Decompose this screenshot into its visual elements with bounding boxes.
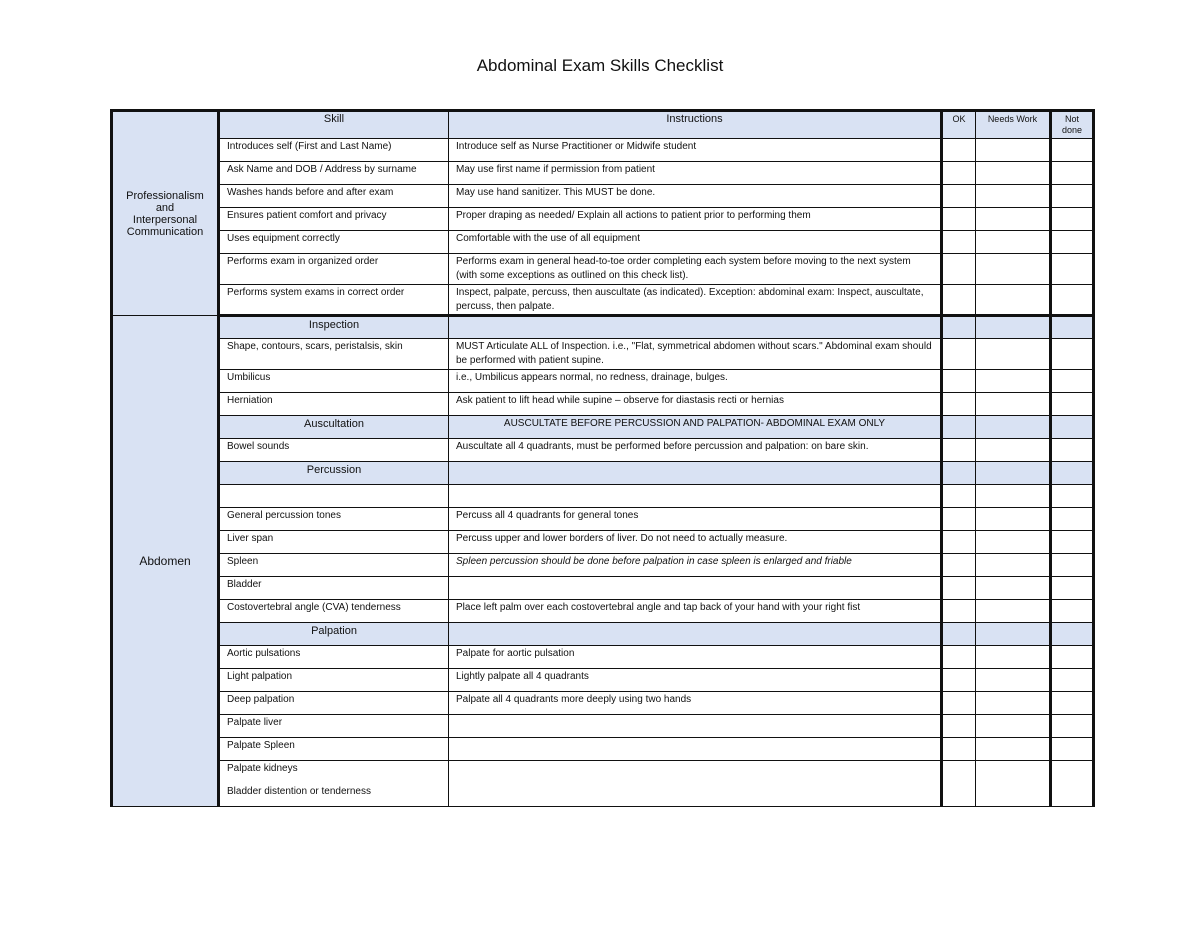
not-done-checkbox-cell[interactable]: [1051, 508, 1094, 531]
instruction-cell: Lightly palpate all 4 quadrants: [449, 669, 942, 692]
table-row: [112, 669, 1094, 692]
ok-checkbox-cell[interactable]: [942, 715, 976, 738]
not-done-checkbox-cell[interactable]: [1051, 162, 1094, 185]
ok-checkbox-cell[interactable]: [942, 577, 976, 600]
section-title: Auscultation: [219, 416, 449, 439]
section-title: Palpation: [219, 623, 449, 646]
instruction-cell: MUST Articulate ALL of Inspection. i.e., "Flat, symmetrical abdomen without scars." Abdominal exam should be performed with patient supine.: [449, 339, 942, 370]
table-row: [112, 692, 1094, 715]
needs-work-checkbox-cell[interactable]: [976, 531, 1051, 554]
instruction-cell: May use first name if permission from patient: [449, 162, 942, 185]
category-professionalism: [112, 111, 219, 316]
instruction-cell: Percuss upper and lower borders of liver. Do not need to actually measure.: [449, 531, 942, 554]
not-done-checkbox-cell[interactable]: [1051, 715, 1094, 738]
not-done-checkbox-cell[interactable]: [1051, 231, 1094, 254]
ok-checkbox-cell: [942, 416, 976, 439]
instruction-cell: Inspect, palpate, percuss, then auscultate (as indicated). Exception: abdominal exam: Inspect, auscultate, percuss, then palpate.: [449, 285, 942, 316]
skill-cell: Palpate liver: [219, 715, 449, 738]
table-row: [112, 531, 1094, 554]
skills-checklist-table: [110, 109, 1095, 807]
section-note: AUSCULTATE BEFORE PERCUSSION AND PALPATION- ABDOMINAL EXAM ONLY: [449, 416, 942, 439]
table-row: [112, 738, 1094, 761]
not-done-checkbox-cell: [1051, 416, 1094, 439]
instruction-cell: i.e., Umbilicus appears normal, no redness, drainage, bulges.: [449, 370, 942, 393]
needs-work-checkbox-cell[interactable]: [976, 600, 1051, 623]
skill-cell: Palpate Spleen: [219, 738, 449, 761]
section-note: [449, 623, 942, 646]
needs-work-checkbox-cell[interactable]: [976, 485, 1051, 508]
section-row-inspection: [112, 316, 1094, 339]
skill-cell: Liver span: [219, 531, 449, 554]
needs-work-checkbox-cell[interactable]: [976, 162, 1051, 185]
table-row: [112, 393, 1094, 416]
section-title: Percussion: [219, 462, 449, 485]
header-row: [112, 111, 1094, 139]
ok-checkbox-cell[interactable]: [942, 508, 976, 531]
ok-checkbox-cell[interactable]: [942, 185, 976, 208]
instruction-cell: Ask patient to lift head while supine – observe for diastasis recti or hernias: [449, 393, 942, 416]
table-row: [112, 439, 1094, 462]
table-row: [112, 600, 1094, 623]
skill-cell: Performs exam in organized order: [219, 254, 449, 285]
skill-cell: [219, 761, 449, 807]
needs-work-checkbox-cell[interactable]: [976, 577, 1051, 600]
ok-checkbox-cell[interactable]: [942, 162, 976, 185]
category-abdomen: Abdomen: [112, 316, 219, 807]
needs-work-checkbox-cell[interactable]: [976, 208, 1051, 231]
instruction-cell: Percuss all 4 quadrants for general tones: [449, 508, 942, 531]
skill-cell: Uses equipment correctly: [219, 231, 449, 254]
header-ok: OK: [942, 111, 976, 139]
not-done-checkbox-cell[interactable]: [1051, 738, 1094, 761]
ok-checkbox-cell[interactable]: [942, 738, 976, 761]
needs-work-checkbox-cell: [976, 462, 1051, 485]
ok-checkbox-cell[interactable]: [942, 669, 976, 692]
needs-work-checkbox-cell: [976, 316, 1051, 339]
table-row: [112, 370, 1094, 393]
skill-cell: Aortic pulsations: [219, 646, 449, 669]
table-row: [112, 761, 1094, 807]
ok-checkbox-cell[interactable]: [942, 139, 976, 162]
header-not-done: Not done: [1051, 111, 1094, 139]
table-row: [112, 339, 1094, 370]
section-note: [449, 316, 942, 339]
instruction-cell: [449, 485, 942, 508]
needs-work-checkbox-cell[interactable]: [976, 669, 1051, 692]
table-row: [112, 208, 1094, 231]
not-done-checkbox-cell[interactable]: [1051, 185, 1094, 208]
needs-work-checkbox-cell: [976, 416, 1051, 439]
ok-checkbox-cell[interactable]: [942, 339, 976, 370]
not-done-checkbox-cell[interactable]: [1051, 285, 1094, 316]
needs-work-checkbox-cell[interactable]: [976, 738, 1051, 761]
section-title: Inspection: [219, 316, 449, 339]
instruction-cell: Performs exam in general head-to-toe order completing each system before moving to the next system (with some exceptions as outlined on this check list).: [449, 254, 942, 285]
needs-work-checkbox-cell[interactable]: [976, 761, 1051, 807]
instruction-cell: Spleen percussion should be done before palpation in case spleen is enlarged and friable: [449, 554, 942, 577]
table-row: [112, 185, 1094, 208]
needs-work-checkbox-cell: [976, 623, 1051, 646]
ok-checkbox-cell[interactable]: [942, 370, 976, 393]
table-row: [112, 285, 1094, 316]
needs-work-checkbox-cell[interactable]: [976, 139, 1051, 162]
table-row: [112, 231, 1094, 254]
instruction-cell: Introduce self as Nurse Practitioner or Midwife student: [449, 139, 942, 162]
instruction-cell: May use hand sanitizer. This MUST be done.: [449, 185, 942, 208]
instruction-cell: Place left palm over each costovertebral angle and tap back of your hand with your right fist: [449, 600, 942, 623]
not-done-checkbox-cell[interactable]: [1051, 669, 1094, 692]
section-row-percussion: [112, 462, 1094, 485]
ok-checkbox-cell: [942, 316, 976, 339]
not-done-checkbox-cell[interactable]: [1051, 339, 1094, 370]
skill-cell: Washes hands before and after exam: [219, 185, 449, 208]
header-needs-work: Needs Work: [976, 111, 1051, 139]
skill-cell: Light palpation: [219, 669, 449, 692]
needs-work-checkbox-cell[interactable]: [976, 254, 1051, 285]
not-done-checkbox-cell[interactable]: [1051, 370, 1094, 393]
instruction-cell: Auscultate all 4 quadrants, must be performed before percussion and palpation: on bare skin.: [449, 439, 942, 462]
not-done-checkbox-cell[interactable]: [1051, 577, 1094, 600]
table-row: [112, 139, 1094, 162]
ok-checkbox-cell[interactable]: [942, 208, 976, 231]
table-row: [112, 554, 1094, 577]
not-done-checkbox-cell[interactable]: [1051, 439, 1094, 462]
ok-checkbox-cell: [942, 462, 976, 485]
needs-work-checkbox-cell[interactable]: [976, 692, 1051, 715]
needs-work-checkbox-cell[interactable]: [976, 646, 1051, 669]
skill-cell: Herniation: [219, 393, 449, 416]
page-title: Abdominal Exam Skills Checklist: [476, 56, 724, 75]
instruction-cell: Palpate all 4 quadrants more deeply using two hands: [449, 692, 942, 715]
ok-checkbox-cell[interactable]: [942, 554, 976, 577]
table-row: [112, 254, 1094, 285]
header-instructions: Instructions: [449, 111, 942, 139]
not-done-checkbox-cell[interactable]: [1051, 600, 1094, 623]
ok-checkbox-cell[interactable]: [942, 285, 976, 316]
table-row: [112, 715, 1094, 738]
skill-cell: Deep palpation: [219, 692, 449, 715]
needs-work-checkbox-cell[interactable]: [976, 370, 1051, 393]
category-line: Communication: [126, 225, 204, 238]
not-done-checkbox-cell: [1051, 623, 1094, 646]
needs-work-checkbox-cell[interactable]: [976, 393, 1051, 416]
needs-work-checkbox-cell[interactable]: [976, 554, 1051, 577]
ok-checkbox-cell[interactable]: [942, 646, 976, 669]
table-row: [112, 485, 1094, 508]
ok-checkbox-cell[interactable]: [942, 439, 976, 462]
needs-work-checkbox-cell[interactable]: [976, 231, 1051, 254]
table-row: [112, 162, 1094, 185]
needs-work-checkbox-cell[interactable]: [976, 185, 1051, 208]
table-row: [112, 508, 1094, 531]
not-done-checkbox-cell[interactable]: [1051, 692, 1094, 715]
header-skill: Skill: [219, 111, 449, 139]
not-done-checkbox-cell[interactable]: [1051, 139, 1094, 162]
instruction-cell: [449, 761, 942, 807]
not-done-checkbox-cell[interactable]: [1051, 254, 1094, 285]
section-row-auscultation: [112, 416, 1094, 439]
skill-cell: Bowel sounds: [219, 439, 449, 462]
skill-cell: Ensures patient comfort and privacy: [219, 208, 449, 231]
needs-work-checkbox-cell[interactable]: [976, 715, 1051, 738]
skill-cell: Introduces self (First and Last Name): [219, 139, 449, 162]
not-done-checkbox-cell[interactable]: [1051, 531, 1094, 554]
needs-work-checkbox-cell[interactable]: [976, 439, 1051, 462]
section-note: [449, 462, 942, 485]
skill-cell: Shape, contours, scars, peristalsis, skin: [219, 339, 449, 370]
ok-checkbox-cell[interactable]: [942, 393, 976, 416]
not-done-checkbox-cell[interactable]: [1051, 646, 1094, 669]
instruction-cell: [449, 577, 942, 600]
instruction-cell: Palpate for aortic pulsation: [449, 646, 942, 669]
skill-cell: Umbilicus: [219, 370, 449, 393]
ok-checkbox-cell[interactable]: [942, 692, 976, 715]
not-done-checkbox-cell[interactable]: [1051, 208, 1094, 231]
not-done-checkbox-cell[interactable]: [1051, 485, 1094, 508]
skill-cell: Ask Name and DOB / Address by surname: [219, 162, 449, 185]
instruction-cell: [449, 738, 942, 761]
needs-work-checkbox-cell[interactable]: [976, 508, 1051, 531]
table-row: [112, 577, 1094, 600]
not-done-checkbox-cell: [1051, 462, 1094, 485]
category-line: Interpersonal: [132, 213, 198, 226]
ok-checkbox-cell[interactable]: [942, 485, 976, 508]
needs-work-checkbox-cell[interactable]: [976, 285, 1051, 316]
ok-checkbox-cell[interactable]: [942, 761, 976, 807]
not-done-checkbox-cell[interactable]: [1051, 393, 1094, 416]
not-done-checkbox-cell: [1051, 316, 1094, 339]
not-done-checkbox-cell[interactable]: [1051, 761, 1094, 807]
instruction-cell: [449, 715, 942, 738]
instruction-cell: Proper draping as needed/ Explain all actions to patient prior to performing them: [449, 208, 942, 231]
table-row: [112, 646, 1094, 669]
category-line: and: [155, 201, 175, 214]
skill-cell: Performs system exams in correct order: [219, 285, 449, 316]
skill-cell: Spleen: [219, 554, 449, 577]
skill-cell: [219, 485, 449, 508]
skill-text: Palpate kidneys: [227, 763, 298, 774]
skill-text: Bladder distention or tenderness: [227, 786, 371, 797]
needs-work-checkbox-cell[interactable]: [976, 339, 1051, 370]
ok-checkbox-cell[interactable]: [942, 231, 976, 254]
ok-checkbox-cell[interactable]: [942, 600, 976, 623]
skill-cell: Bladder: [219, 577, 449, 600]
skill-cell: General percussion tones: [219, 508, 449, 531]
not-done-checkbox-cell[interactable]: [1051, 554, 1094, 577]
ok-checkbox-cell[interactable]: [942, 254, 976, 285]
section-row-palpation: [112, 623, 1094, 646]
ok-checkbox-cell: [942, 623, 976, 646]
ok-checkbox-cell[interactable]: [942, 531, 976, 554]
category-line: Professionalism: [126, 189, 204, 202]
skill-cell: Costovertebral angle (CVA) tenderness: [219, 600, 449, 623]
instruction-cell: Comfortable with the use of all equipment: [449, 231, 942, 254]
